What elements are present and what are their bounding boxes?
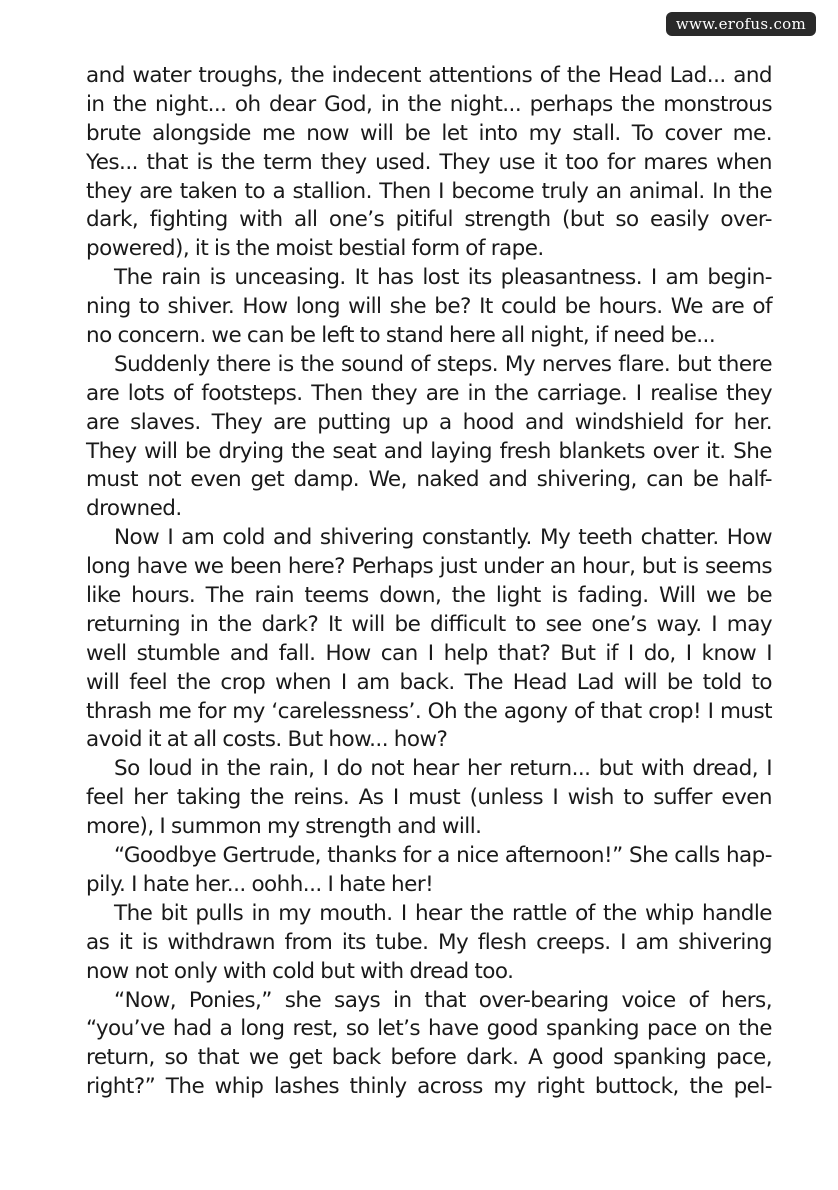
- text-line: as it is withdrawn from its tube. My flesh creeps. I am shivering: [86, 929, 772, 955]
- text-line: Suddenly there is the sound of steps. My nerves flare. but there: [114, 351, 772, 377]
- paragraph: [86, 62, 772, 264]
- text-line: must not even get damp. We, naked and shivering, can be half-: [86, 467, 772, 493]
- paragraph: [86, 351, 772, 524]
- paragraph: [86, 755, 772, 842]
- text-line: “you’ve had a long rest, so let’s have good spanking pace on the: [86, 1016, 772, 1042]
- text-line: drowned.: [86, 496, 182, 522]
- text-line: feel her taking the reins. As I must (unless I wish to suffer even: [86, 785, 772, 811]
- text-line: right?” The whip lashes thinly across my right buttock, the pel-: [86, 1074, 772, 1100]
- text-line: avoid it at all costs. But how... how?: [86, 727, 448, 753]
- text-line: The rain is unceasing. It has lost its pleasantness. I am begin-: [114, 265, 772, 291]
- text-line: now not only with cold but with dread too.: [86, 958, 514, 984]
- text-line: Yes... that is the term they used. They use it too for mares when: [86, 149, 772, 175]
- text-line: dark, fighting with all one’s pitiful strength (but so easily over-: [86, 207, 772, 233]
- text-line: thrash me for my ‘carelessness’. Oh the agony of that crop! I must: [86, 698, 772, 724]
- text-line: “Goodbye Gertrude, thanks for a nice afternoon!” She calls hap-: [114, 843, 772, 869]
- text-line: They will be drying the seat and laying fresh blankets over it. She: [86, 438, 772, 464]
- paragraph: [86, 987, 772, 1103]
- paragraph: [86, 842, 772, 900]
- site-watermark: www.erofus.com: [666, 12, 816, 36]
- text-line: returning in the dark? It will be difficult to see one’s way. I may: [86, 611, 772, 637]
- text-line: powered), it is the moist bestial form of rape.: [86, 236, 544, 262]
- paragraph: [86, 524, 772, 755]
- text-line: are slaves. They are putting up a hood and windshield for her.: [86, 409, 772, 435]
- text-line: well stumble and fall. How can I help that? But if I do, I know I: [86, 640, 772, 666]
- text-line: they are taken to a stallion. Then I become truly an animal. In the: [86, 178, 772, 204]
- text-line: ning to shiver. How long will she be? It could be hours. We are of: [86, 294, 772, 320]
- paragraph: [86, 900, 772, 987]
- text-line: in the night... oh dear God, in the night... perhaps the monstrous: [86, 91, 772, 117]
- text-line: So loud in the rain, I do not hear her return... but with dread, I: [114, 756, 772, 782]
- text-line: pily. I hate her... oohh... I hate her!: [86, 871, 434, 897]
- text-line: are lots of footsteps. Then they are in the carriage. I realise they: [86, 380, 772, 406]
- text-line: like hours. The rain teems down, the light is fading. Will we be: [86, 583, 772, 609]
- page-body-text: [86, 62, 772, 1102]
- text-line: will feel the crop when I am back. The Head Lad will be told to: [86, 669, 772, 695]
- text-line: no concern. we can be left to stand here all night, if need be...: [86, 323, 716, 349]
- text-line: brute alongside me now will be let into my stall. To cover me.: [86, 120, 772, 146]
- text-line: and water troughs, the indecent attentions of the Head Lad... and: [86, 63, 772, 88]
- text-line: “Now, Ponies,” she says in that over-bearing voice of hers,: [114, 987, 772, 1013]
- text-line: long have we been here? Perhaps just under an hour, but is seems: [86, 554, 772, 580]
- text-line: The bit pulls in my mouth. I hear the rattle of the whip handle: [114, 900, 772, 926]
- text-line: Now I am cold and shivering constantly. My teeth chatter. How: [114, 525, 772, 551]
- text-line: return, so that we get back before dark. A good spanking pace,: [86, 1045, 772, 1071]
- paragraph: [86, 264, 772, 351]
- text-line: more), I summon my strength and will.: [86, 814, 482, 840]
